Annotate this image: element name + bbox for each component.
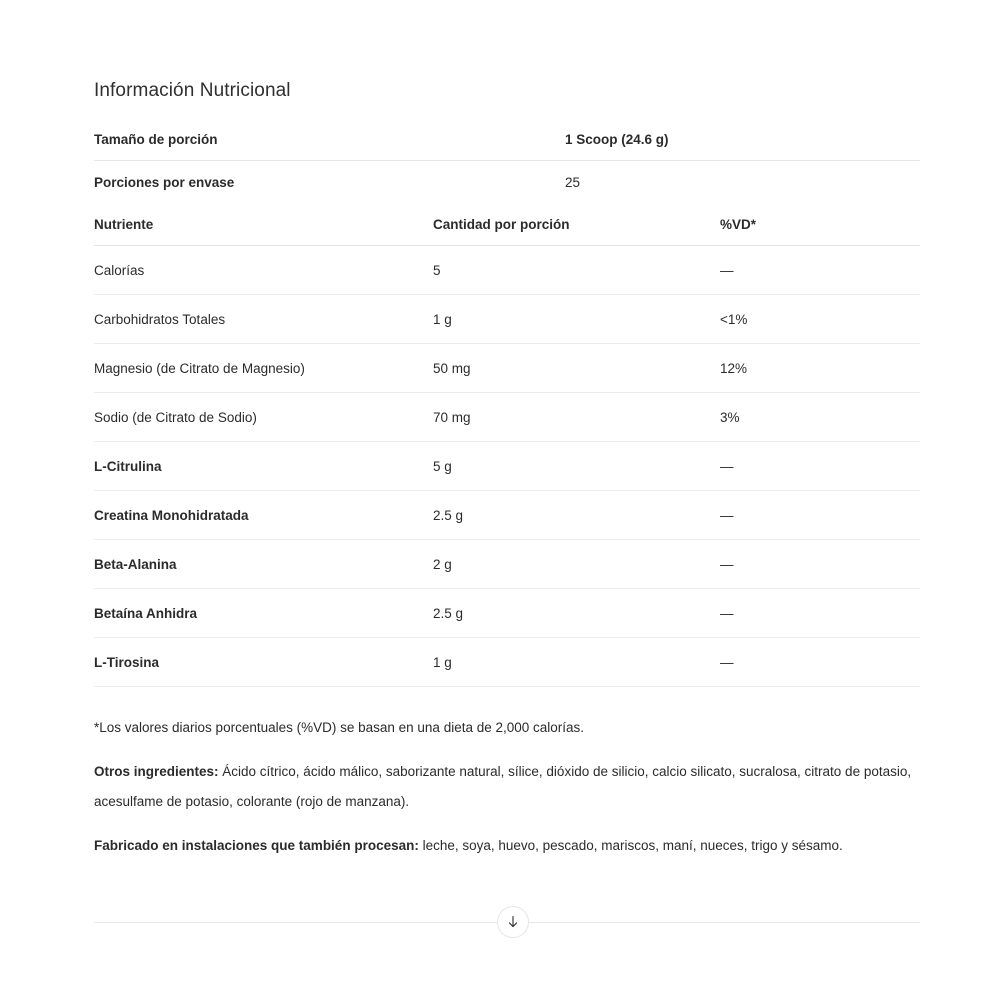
nutrient-amount: 50 mg — [433, 344, 720, 393]
nutrient-name: L-Tirosina — [94, 638, 433, 687]
nutrient-daily-value: — — [720, 246, 920, 295]
nutrient-amount: 1 g — [433, 295, 720, 344]
bottom-section — [94, 922, 920, 923]
column-header-nutrient: Nutriente — [94, 217, 433, 246]
nutrient-amount: 1 g — [433, 638, 720, 687]
allergen-label: Fabricado en instalaciones que también procesan: — [94, 838, 419, 853]
table-row — [94, 295, 920, 344]
servings-per-container-value: 25 — [565, 174, 581, 190]
nutrient-daily-value: — — [720, 540, 920, 589]
nutrient-daily-value: — — [720, 442, 920, 491]
table-row — [94, 246, 920, 295]
table-row — [94, 442, 920, 491]
serving-summary — [94, 118, 920, 203]
nutrition-table — [94, 217, 920, 687]
other-ingredients-label: Otros ingredientes: — [94, 764, 219, 779]
nutrient-amount: 70 mg — [433, 393, 720, 442]
nutrient-daily-value: — — [720, 491, 920, 540]
allergen-paragraph — [94, 831, 920, 861]
nutrient-amount: 2.5 g — [433, 491, 720, 540]
table-header-row — [94, 217, 920, 246]
daily-value-footnote: *Los valores diarios porcentuales (%VD) se basan en una dieta de 2,000 calorías. — [94, 720, 585, 735]
nutrient-name: Sodio (de Citrato de Sodio) — [94, 393, 433, 442]
column-header-daily-value: %VD* — [720, 217, 920, 246]
nutrient-daily-value: <1% — [720, 295, 920, 344]
allergen-text: leche, soya, huevo, pescado, mariscos, maní, nueces, trigo y sésamo. — [418, 838, 843, 853]
servings-per-container-label: Porciones por envase — [94, 174, 235, 190]
nutrient-amount: 2.5 g — [433, 589, 720, 638]
nutrient-daily-value: — — [720, 638, 920, 687]
nutrient-name: Creatina Monohidratada — [94, 491, 433, 540]
other-ingredients-paragraph — [94, 757, 920, 817]
content-container — [94, 0, 920, 861]
other-ingredients-text: Ácido cítrico, ácido málico, saborizante natural, sílice, dióxido de silicio, calcio silicato, sucralosa, citrato de potasio, acesulfame de potasio, colorante (rojo de manzana). — [94, 764, 912, 809]
table-header — [94, 217, 920, 246]
table-row — [94, 540, 920, 589]
nutrient-daily-value: 12% — [720, 344, 920, 393]
column-header-amount: Cantidad por porción — [433, 217, 720, 246]
nutrient-amount: 5 g — [433, 442, 720, 491]
servings-per-container-row — [94, 161, 920, 203]
nutrient-amount: 5 — [433, 246, 720, 295]
nutrient-name: Betaína Anhidra — [94, 589, 433, 638]
nutrient-amount: 2 g — [433, 540, 720, 589]
page-title: Información Nutricional — [94, 80, 291, 101]
table-body — [94, 246, 920, 687]
table-row — [94, 393, 920, 442]
scroll-down-button[interactable] — [497, 906, 529, 938]
arrow-down-icon — [505, 914, 521, 930]
table-row — [94, 589, 920, 638]
nutrient-name: Magnesio (de Citrato de Magnesio) — [94, 344, 433, 393]
nutrient-name: Carbohidratos Totales — [94, 295, 433, 344]
table-row — [94, 491, 920, 540]
notes-section — [94, 713, 920, 861]
nutrient-name: L-Citrulina — [94, 442, 433, 491]
serving-size-row — [94, 118, 920, 161]
serving-size-label: Tamaño de porción — [94, 131, 218, 147]
serving-size-value: 1 Scoop (24.6 g) — [565, 131, 669, 147]
nutrient-name: Beta-Alanina — [94, 540, 433, 589]
table-row — [94, 638, 920, 687]
nutrient-daily-value: — — [720, 589, 920, 638]
nutrient-daily-value: 3% — [720, 393, 920, 442]
table-row — [94, 344, 920, 393]
nutrient-name: Calorías — [94, 246, 433, 295]
